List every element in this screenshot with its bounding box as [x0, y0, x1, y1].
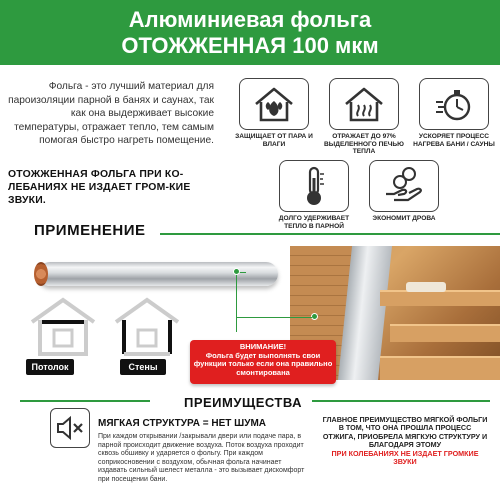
ceiling-house-icon	[28, 296, 98, 358]
walls-label: Стены	[120, 359, 166, 375]
connector-line	[236, 317, 312, 318]
title-line-1: Алюминиевая фольга	[128, 6, 372, 32]
foil-roll-image	[38, 262, 278, 286]
feature-caption: УСКОРЯЕТ ПРОЦЕСС НАГРЕВА БАНИ / САУНЫ	[413, 133, 495, 148]
money-hand-icon	[369, 160, 439, 212]
connector-dot	[311, 313, 318, 320]
connector-dot	[233, 268, 240, 275]
connector-line	[236, 272, 237, 332]
warning-box	[190, 340, 336, 384]
title-line-2: ОТОЖЖЕННАЯ 100 мкм	[121, 32, 379, 58]
feature-heat-retention	[272, 160, 356, 230]
advantage-summary-highlight: ПРИ КОЛЕБАНИЯХ НЕ ИЗДАЕТ ГРОМКИЕ ЗВУКИ	[331, 448, 479, 467]
feature-caption: ОТРАЖАЕТ ДО 97% ВЫДЕЛЕННОГО ПЕЧЬЮ ТЕПЛА	[324, 133, 404, 156]
feature-caption: ДОЛГО УДЕРЖИВАЕТ ТЕПЛО В ПАРНОЙ	[278, 215, 350, 230]
warning-text: Фольга будет выполнять свои функции только если она правильно смонтирована	[193, 350, 333, 377]
feature-firewood-saving	[362, 160, 446, 223]
foil-roll-end	[34, 262, 48, 286]
intro-text: Фольга - это лучший материал для пароизоляции парной в банях и саунах, так как она выдерживает высокие температуры, отражает тепло, тем самым помогая быстро нагреть помещение.	[8, 81, 214, 147]
stopwatch-icon	[419, 78, 489, 130]
ceiling-label: Потолок	[26, 359, 74, 375]
feature-caption: ЗАЩИЩАЕТ ОТ ПАРА И ВЛАГИ	[235, 133, 313, 148]
advantage-summary	[322, 416, 488, 466]
muted-speaker-icon	[50, 408, 90, 448]
advantage-summary-text: ГЛАВНОЕ ПРЕИМУЩЕСТВО МЯГКОЙ ФОЛЬГИ В ТОМ, ЧТО ОНА ПРОШЛА ПРОЦЕСС ОТЖИГА, ПРИОБРЕЛА МЯГКУЮ СТРУКТУРУ И БЛАГОДАРЯ ЭТОМУ	[322, 415, 488, 450]
feature-steam-protection	[232, 78, 316, 148]
warning-heading: ВНИМАНИЕ!	[239, 342, 287, 351]
feature-heat-reflection	[322, 78, 406, 156]
feature-fast-heating	[412, 78, 496, 148]
intro-bold-text: ОТОЖЖЕННАЯ ФОЛЬГА ПРИ КО-ЛЕБАНИЯХ НЕ ИЗДАЕТ ГРОМ-КИЕ ЗВУКИ.	[8, 169, 191, 206]
header-banner	[0, 0, 500, 65]
feature-caption: ЭКОНОМИТ ДРОВА	[372, 215, 436, 222]
advantages-title: ПРЕИМУЩЕСТВА	[184, 395, 302, 410]
application-divider	[160, 233, 500, 235]
application-title: ПРИМЕНЕНИЕ	[34, 222, 146, 239]
house-heat-icon	[329, 78, 399, 130]
walls-house-icon	[112, 296, 182, 358]
house-leaf-icon	[239, 78, 309, 130]
advantage-heading: МЯГКАЯ СТРУКТУРА = НЕТ ШУМА	[98, 418, 267, 429]
advantages-divider-right	[312, 400, 490, 402]
thermometer-icon	[279, 160, 349, 212]
advantage-text: При каждом открывании /закрывали двери или подаче пара, в парной происходит движение воздуха. Поток воздуха проходит сквозь обшивку и ударяется о фольгу. При каждом соприкосновении с воздухом, обычная фольга начинает издавать сильный шелест металла - это вызывает дискомфорт при посещении бани.	[98, 433, 305, 483]
advantages-divider-left	[20, 400, 150, 402]
